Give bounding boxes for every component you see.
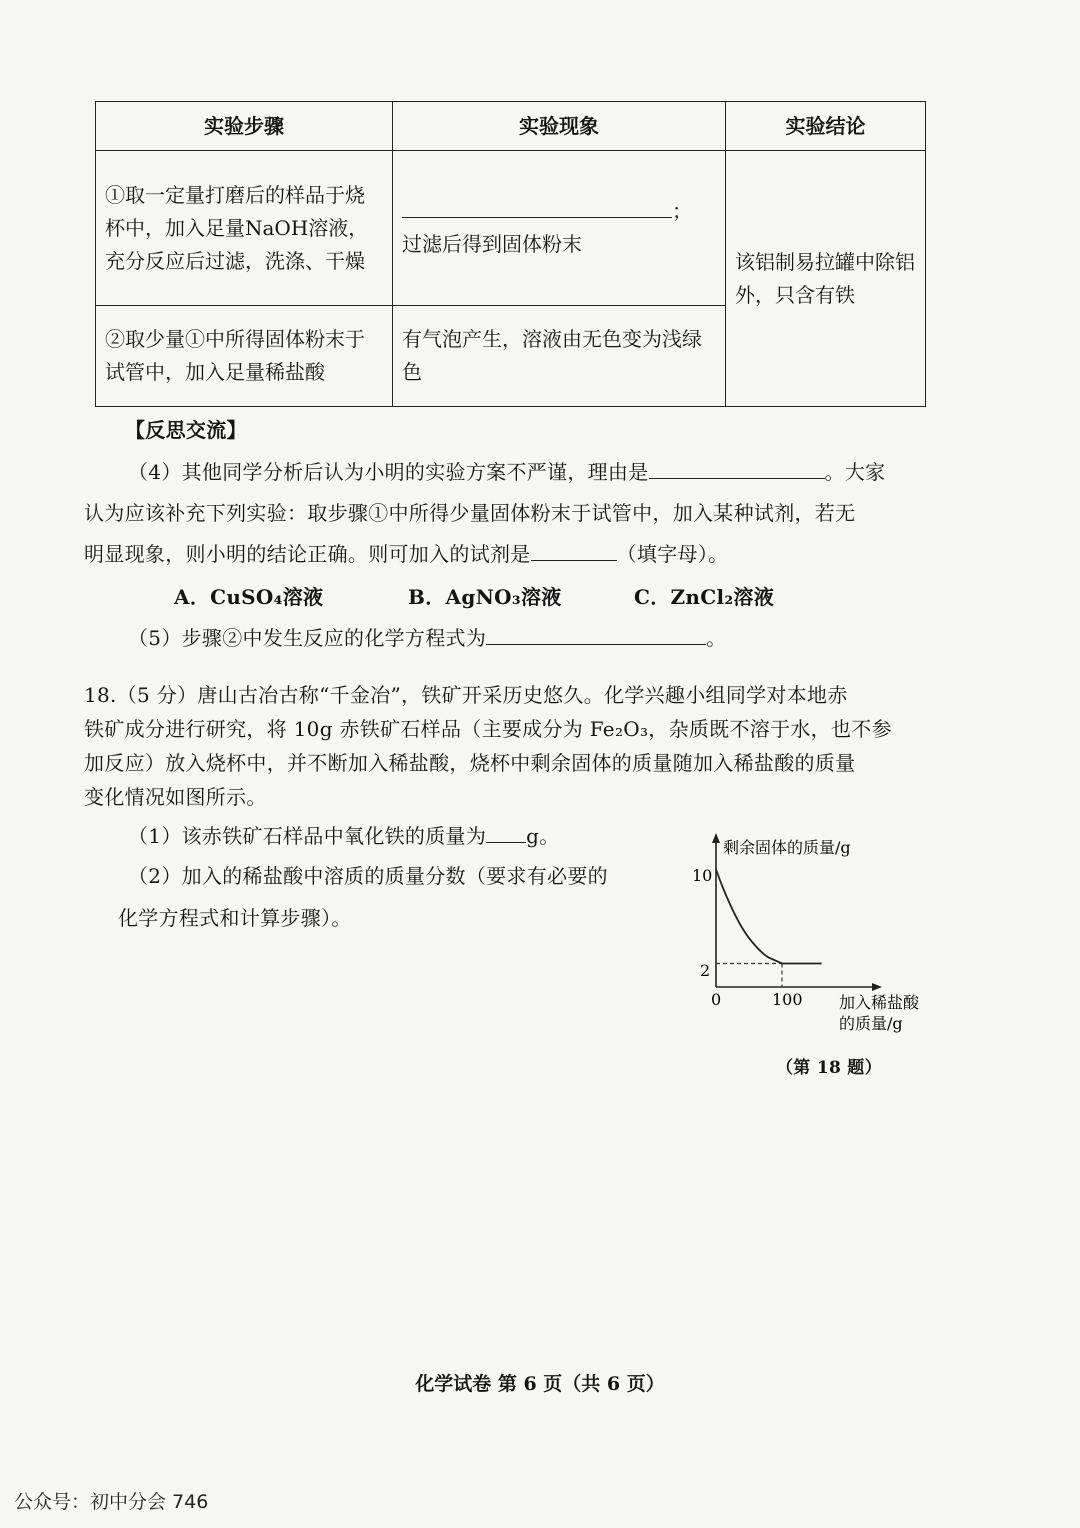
reflection-title: 【反思交流】 bbox=[125, 418, 247, 442]
series-line bbox=[716, 870, 822, 964]
watermark: 公众号：初中分会 746 bbox=[14, 1491, 209, 1513]
table-header-row bbox=[96, 102, 926, 151]
q18-sub1-text: （1）该赤铁矿石样品中氧化铁的质量为 bbox=[128, 824, 487, 848]
answer-blank[interactable] bbox=[486, 624, 706, 645]
option-a: A．CuSO₄溶液 bbox=[174, 585, 324, 609]
conclusion-cell: 该铝制易拉罐中除铝外，只含有铁 bbox=[726, 151, 926, 407]
row1-phen-suffix: ； bbox=[672, 199, 692, 223]
y-tick-10: 10 bbox=[692, 866, 713, 885]
row2-step: ②取少量①中所得固体粉末于试管中，加入足量稀盐酸 bbox=[96, 306, 393, 407]
x-axis-arrow-icon bbox=[872, 983, 882, 991]
q18-line2: 铁矿成分进行研究，将 10g 赤铁矿石样品（主要成分为 Fe₂O₃，杂质既不溶于水，也不参 bbox=[84, 717, 892, 741]
y-tick-2: 2 bbox=[700, 961, 711, 980]
table-header-phenomenon: 实验现象 bbox=[393, 102, 726, 151]
table-header-conclusion: 实验结论 bbox=[726, 102, 926, 151]
q5-text-a: （5）步骤②中发生反应的化学方程式为 bbox=[128, 626, 487, 650]
q5-text-b: 。 bbox=[706, 626, 727, 650]
answer-blank[interactable] bbox=[531, 540, 617, 561]
q5-line bbox=[128, 622, 726, 651]
answer-blank[interactable] bbox=[649, 458, 825, 479]
figure-caption: （第 18 题） bbox=[776, 1058, 882, 1078]
mass-graph bbox=[685, 825, 950, 1040]
q4-text-c: 明显现象，则小明的结论正确。则可加入的试剂是 bbox=[84, 542, 531, 566]
x-axis-label-line2: 的质量/g bbox=[839, 1014, 903, 1033]
q18-sub2-line1: （2）加入的稀盐酸中溶质的质量分数（要求有必要的 bbox=[128, 864, 608, 888]
q4-text-a: （4）其他同学分析后认为小明的实验方案不严谨，理由是 bbox=[128, 460, 649, 484]
y-axis-arrow-icon bbox=[712, 833, 720, 843]
row1-step: ①取一定量打磨后的样品于烧杯中，加入足量NaOH溶液，充分反应后过滤，洗涤、干燥 bbox=[96, 151, 393, 306]
experiment-table bbox=[95, 101, 926, 407]
q4-line2: 认为应该补充下列实验：取步骤①中所得少量固体粉末于试管中，加入某种试剂，若无 bbox=[84, 501, 856, 525]
q18-line3: 加反应）放入烧杯中，并不断加入稀盐酸，烧杯中剩余固体的质量随加入稀盐酸的质量 bbox=[84, 751, 856, 775]
q18-sub2-line2: 化学方程式和计算步骤）。 bbox=[118, 906, 352, 930]
answer-blank[interactable] bbox=[486, 822, 526, 843]
page-footer: 化学试卷 第 6 页（共 6 页） bbox=[415, 1373, 665, 1395]
option-b: B．AgNO₃溶液 bbox=[408, 585, 562, 609]
q18-sub1 bbox=[128, 820, 560, 849]
x-axis-label-line1: 加入稀盐酸 bbox=[839, 993, 920, 1012]
row1-phenomenon bbox=[393, 151, 726, 306]
q18-sub1-unit: g。 bbox=[526, 824, 560, 848]
q18-line4: 变化情况如图所示。 bbox=[84, 785, 267, 809]
row2-phenomenon: 有气泡产生，溶液由无色变为浅绿色 bbox=[393, 306, 726, 407]
q4-text-b: 。大家 bbox=[824, 460, 886, 484]
answer-blank[interactable] bbox=[402, 195, 672, 218]
option-c: C．ZnCl₂溶液 bbox=[634, 585, 775, 609]
y-axis-label: 剩余固体的质量/g bbox=[723, 838, 851, 857]
row1-phen-text: 过滤后得到固体粉末 bbox=[402, 232, 582, 256]
q18-line1: 18.（5 分）唐山古冶古称“千金冶”，铁矿开采历史悠久。化学兴趣小组同学对本地赤 bbox=[84, 683, 848, 707]
table-row bbox=[96, 151, 926, 306]
q4-line3 bbox=[84, 538, 728, 567]
q4-line1 bbox=[128, 456, 885, 485]
origin-label: 0 bbox=[711, 990, 722, 1009]
q4-text-d: （填字母）。 bbox=[616, 542, 729, 566]
x-tick-100: 100 bbox=[772, 990, 803, 1009]
table-header-step: 实验步骤 bbox=[96, 102, 393, 151]
